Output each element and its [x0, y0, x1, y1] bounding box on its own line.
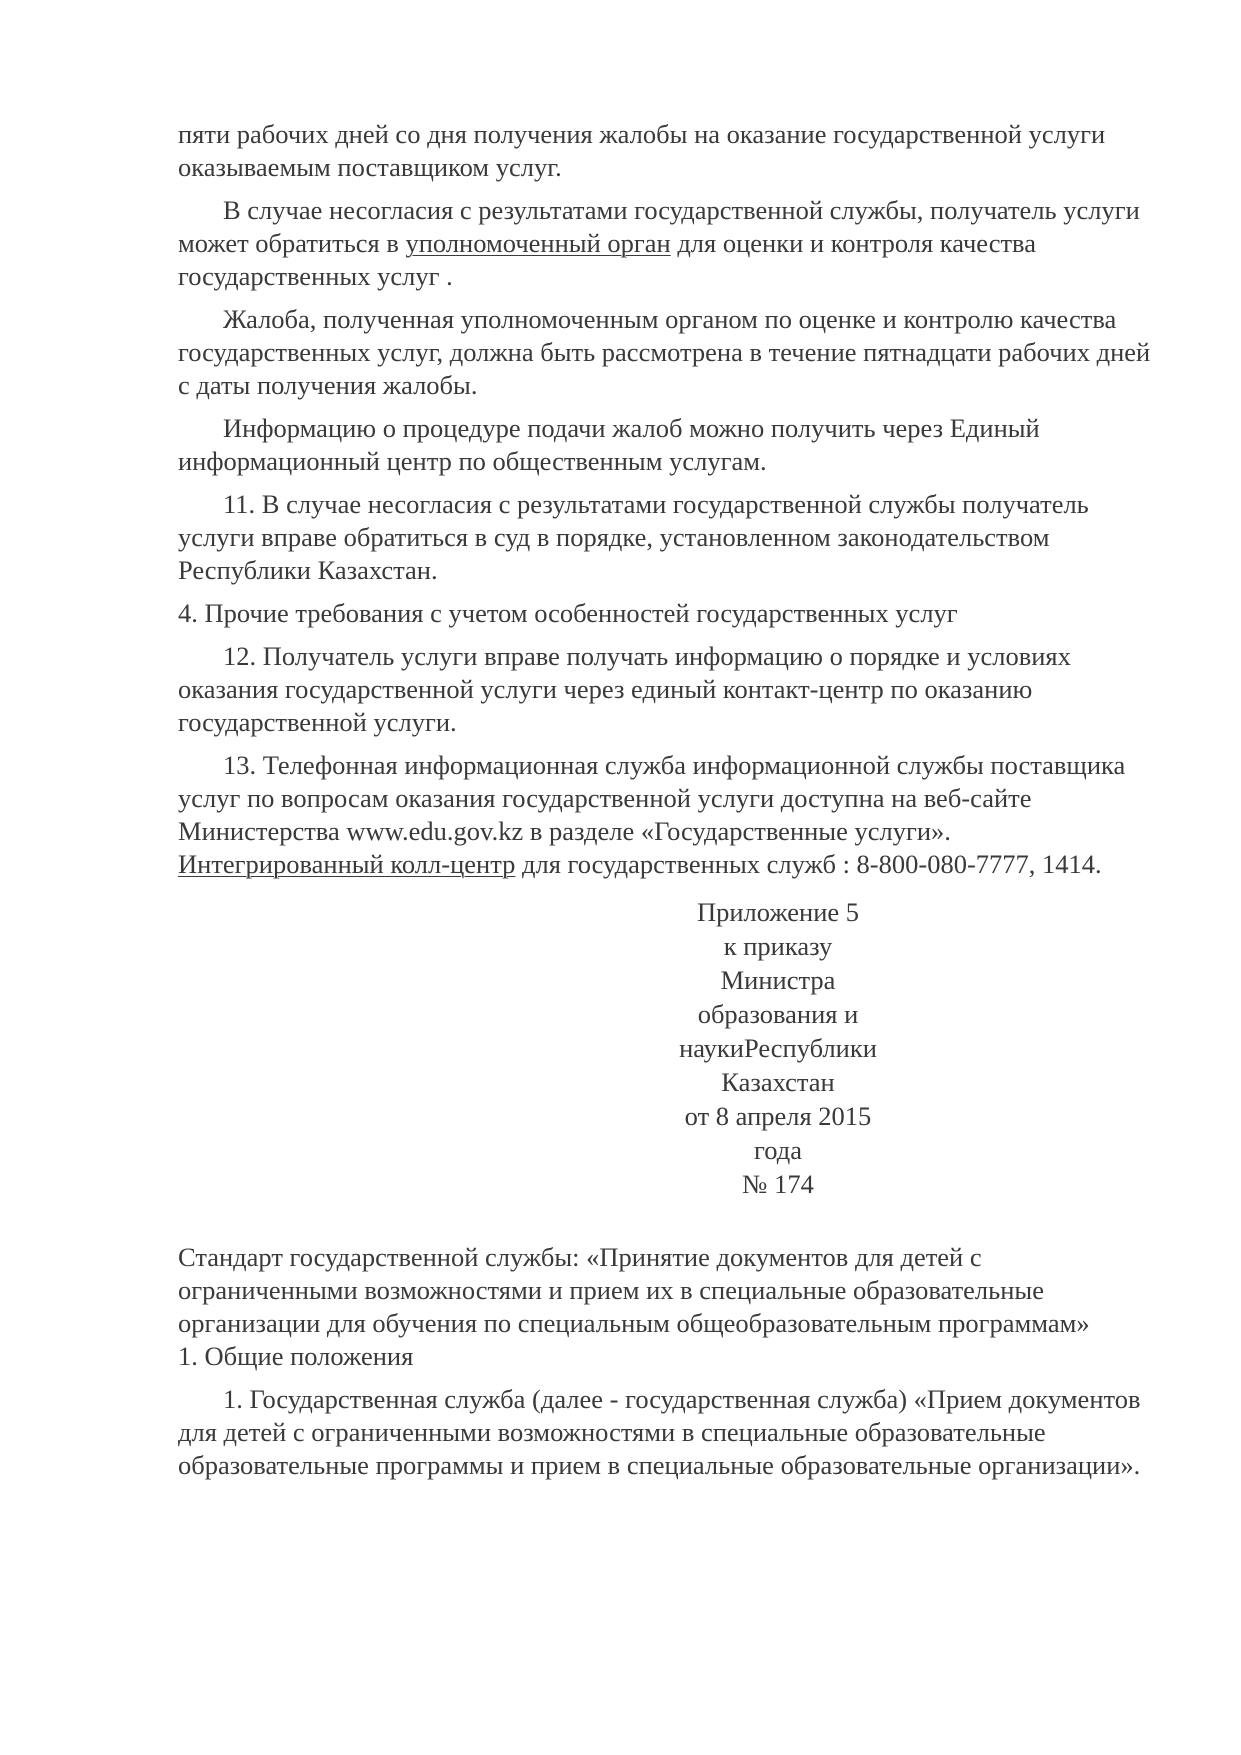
- section-4-heading: 4. Прочие требования с учетом особенностей государственных услуг: [178, 598, 958, 628]
- document-page: [178, 118, 1158, 1492]
- section-1-heading: 1. Общие положения: [178, 1341, 414, 1371]
- appendix-line: Казахстан: [721, 1067, 835, 1097]
- paragraph-text: для оценки и контроля качества государственных услуг .: [178, 228, 1036, 291]
- paragraph-13-phone-service: [178, 749, 1158, 881]
- paragraph-complaint-info: Информацию о процедуре подачи жалоб можно получить через Единый информационный центр по общественным услугам.: [178, 413, 1040, 476]
- authorized-body-link[interactable]: уполномоченный орган: [405, 228, 671, 258]
- appendix-block: [178, 895, 908, 1201]
- paragraph-11-court: 11. В случае несогласия с результатами государственной службы получатель услуги вправе обратиться в суд в порядке, установленном законодательством Республики Казахстан.: [178, 489, 1089, 585]
- paragraph-12-contact-center: 12. Получатель услуги вправе получать информацию о порядке и условиях оказания государственной услуги через единый контакт-центр по оказанию государственной услуги.: [178, 641, 1071, 737]
- paragraph-text: В случае несогласия с результатами государственной службы, получатель услуги может обратиться в: [178, 195, 1140, 258]
- appendix-line: года: [754, 1135, 802, 1165]
- paragraph-text: для государственных служб : 8-800-080-7777, 1414.: [515, 849, 1102, 879]
- appendix-line: Министра: [720, 965, 836, 995]
- standard-title: Стандарт государственной службы: «Принятие документов для детей с ограниченными возможностями и прием их в специальные образовательные организации для обучения по специальным общеобразовательным программам»: [178, 1242, 1090, 1338]
- paragraph-text: 13. Телефонная информационная служба информационной службы поставщика услуг по вопросам оказания государственной услуги доступна на веб-сайте Министерства www.edu.gov.kz в разделе «Государственные услуги».: [178, 750, 1126, 846]
- appendix-line: Приложение 5: [696, 897, 860, 927]
- call-center-link[interactable]: Интегрированный колл-центр: [178, 849, 516, 879]
- appendix-line: образования и: [697, 999, 859, 1029]
- appendix-line: наукиРеспублики: [679, 1033, 877, 1063]
- appendix-line: от 8 апреля 2015: [684, 1101, 872, 1131]
- appendix-line: № 174: [742, 1169, 814, 1199]
- paragraph-disagreement-authority: [178, 194, 1158, 293]
- paragraph-standard-1: 1. Государственная служба (далее - государственная служба) «Прием документов для детей с ограниченными возможностями в специальные образовательные образовательные программы и прием в специальные образовательные организации».: [178, 1384, 1141, 1480]
- paragraph-complaint-review: Жалоба, полученная уполномоченным органом по оценке и контролю качества государственных услуг, должна быть рассмотрена в течение пятнадцати рабочих дней с даты получения жалобы.: [178, 304, 1151, 400]
- appendix-line: к приказу: [723, 931, 833, 961]
- paragraph-complaint-deadline: пяти рабочих дней со дня получения жалобы на оказание государственной услуги оказываемым поставщиком услуг.: [178, 119, 1106, 182]
